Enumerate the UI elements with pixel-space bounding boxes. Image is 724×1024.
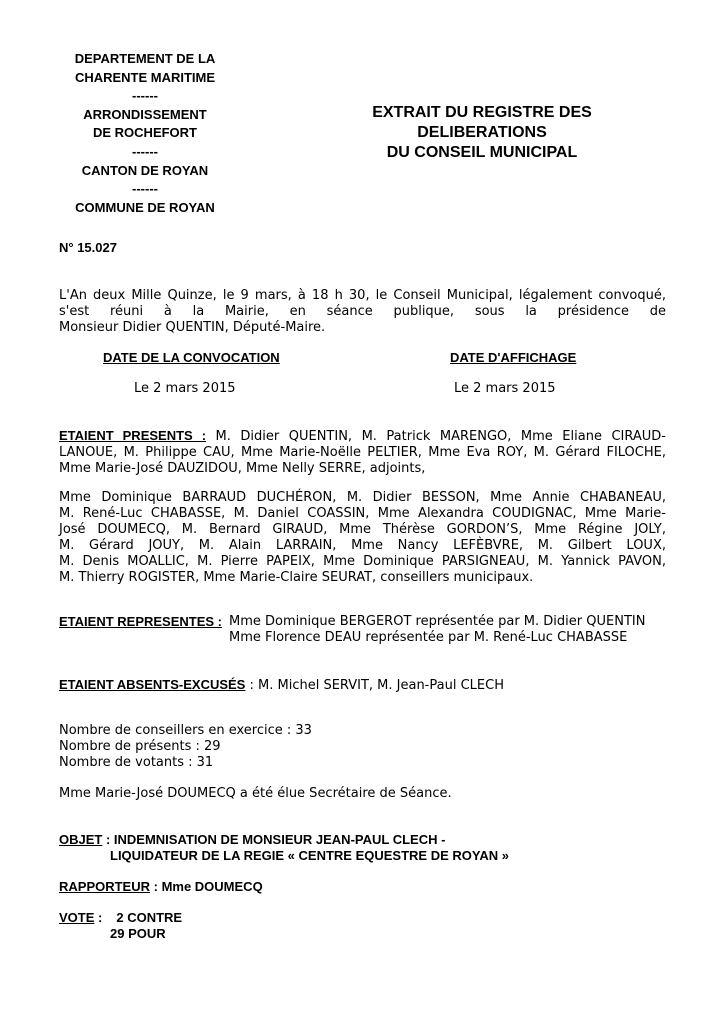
convocation-date-value: Le 2 mars 2015: [134, 381, 236, 396]
absents-text: : M. Michel SERVIT, M. Jean-Paul CLECH: [245, 678, 504, 693]
secretaire-line: Mme Marie-José DOUMECQ a été élue Secrétaire de Séance.: [59, 786, 452, 801]
representes-line-2: Mme Florence DEAU représentée par M. René-Luc CHABASSE: [229, 630, 628, 645]
convocation-date-label: DATE DE LA CONVOCATION: [103, 350, 280, 365]
separator: ------: [132, 143, 158, 159]
separator: ------: [132, 181, 158, 197]
presents-line-1: [59, 428, 666, 445]
intro-line-2: s'est réuni à la Mairie, en séance publique, sous la présidence de: [59, 304, 666, 319]
representes-list: [229, 614, 669, 646]
vote-line-1: [59, 910, 182, 926]
rapporteur-text: : Mme DOUMECQ: [150, 879, 263, 894]
councillors-line-1: Mme Dominique BARRAUD DUCHÉRON, M. Didier BESSON, Mme Annie CHABANEAU,: [59, 490, 666, 505]
councillors-line-3: José DOUMECQ, M. Bernard GIRAUD, Mme Thérèse GORDON’S, Mme Régine JOLY,: [59, 522, 666, 537]
councillors-line-4: M. Gérard JOUY, M. Alain LARRAIN, Mme Nancy LEFÈBVRE, M. Gilbert LOUX,: [59, 538, 666, 553]
absents-line: [59, 677, 504, 694]
rapporteur-label: RAPPORTEUR: [59, 879, 151, 894]
arrondissement-line-2: DE ROCHEFORT: [93, 125, 197, 141]
councillors-line-5: M. Denis MOALLIC, M. Pierre PAPEIX, Mme Dominique PARSIGNEAU, M. Yannick PAVON,: [59, 554, 666, 569]
department-line-1: DEPARTEMENT DE LA: [74, 51, 216, 66]
deliberation-number: N° 15.027: [59, 240, 117, 255]
title-line-3: DU CONSEIL MUNICIPAL: [386, 144, 578, 161]
count-votants: Nombre de votants : 31: [59, 755, 214, 770]
department-line-2: CHARENTE MARITIME: [74, 69, 216, 85]
affichage-date-label: DATE D'AFFICHAGE: [450, 350, 577, 365]
title-line-2: DELIBERATIONS: [417, 124, 547, 141]
header-left-block: [55, 50, 235, 217]
affichage-date-value: Le 2 mars 2015: [454, 381, 556, 396]
count-presents: Nombre de présents : 29: [59, 739, 221, 754]
canton-line: CANTON DE ROYAN: [81, 162, 209, 178]
objet-line-1: [59, 832, 509, 848]
objet-label: OBJET: [59, 832, 103, 847]
arrondissement-line-1: ARRONDISSEMENT: [83, 106, 207, 122]
document-title: [340, 103, 624, 163]
vote-pour: 29 POUR: [110, 926, 166, 941]
separator: ------: [132, 88, 158, 104]
counts-block: [59, 723, 312, 771]
commune-line: COMMUNE DE ROYAN: [75, 199, 215, 215]
presents-line-2: LANOUE, M. Philippe CAU, Mme Marie-Noëlle PELTIER, Mme Eva ROY, M. Gérard FILOCHE,: [59, 445, 666, 460]
objet-block: [59, 832, 509, 864]
representes-line-1: Mme Dominique BERGEROT représentée par M. Didier QUENTIN: [229, 614, 646, 629]
vote-contre: 2 CONTRE: [116, 910, 183, 925]
absents-label: ETAIENT ABSENTS-EXCUSÉS: [59, 677, 246, 692]
intro-line-3: Monsieur Didier QUENTIN, Député-Maire.: [59, 320, 326, 335]
intro-line-1: L'An deux Mille Quinze, le 9 mars, à 18 h 30, le Conseil Municipal, légalement convoqué,: [59, 288, 666, 303]
presents-text: M. Didier QUENTIN, M. Patrick MARENGO, Mme Eliane CIRAUD-: [206, 429, 666, 444]
objet-text: : INDEMNISATION DE MONSIEUR JEAN-PAUL CLECH -: [102, 832, 446, 847]
intro-paragraph: [59, 288, 666, 336]
rapporteur-line: [59, 879, 263, 895]
presents-line-3: Mme Marie-José DAUZIDOU, Mme Nelly SERRE, adjoints,: [59, 461, 426, 476]
representes-label: ETAIENT REPRESENTES :: [59, 614, 223, 629]
vote-colon: :: [94, 910, 103, 925]
vote-label: VOTE: [59, 910, 95, 925]
objet-line-2: LIQUIDATEUR DE LA REGIE « CENTRE EQUESTRE DE ROYAN »: [110, 848, 509, 863]
vote-block: [59, 910, 182, 942]
councillors-line-6: M. Thierry ROGISTER, Mme Marie-Claire SEURAT, conseillers municipaux.: [59, 570, 534, 585]
councillors-line-2: M. René-Luc CHABASSE, M. Daniel COASSIN, Mme Alexandra COUDIGNAC, Mme Marie-: [59, 506, 666, 521]
count-exercice: Nombre de conseillers en exercice : 33: [59, 723, 312, 738]
presents-section: [59, 428, 666, 477]
councillors-paragraph: [59, 490, 666, 586]
title-line-1: EXTRAIT DU REGISTRE DES: [372, 104, 592, 121]
presents-label: ETAIENT PRESENTS :: [59, 428, 207, 443]
